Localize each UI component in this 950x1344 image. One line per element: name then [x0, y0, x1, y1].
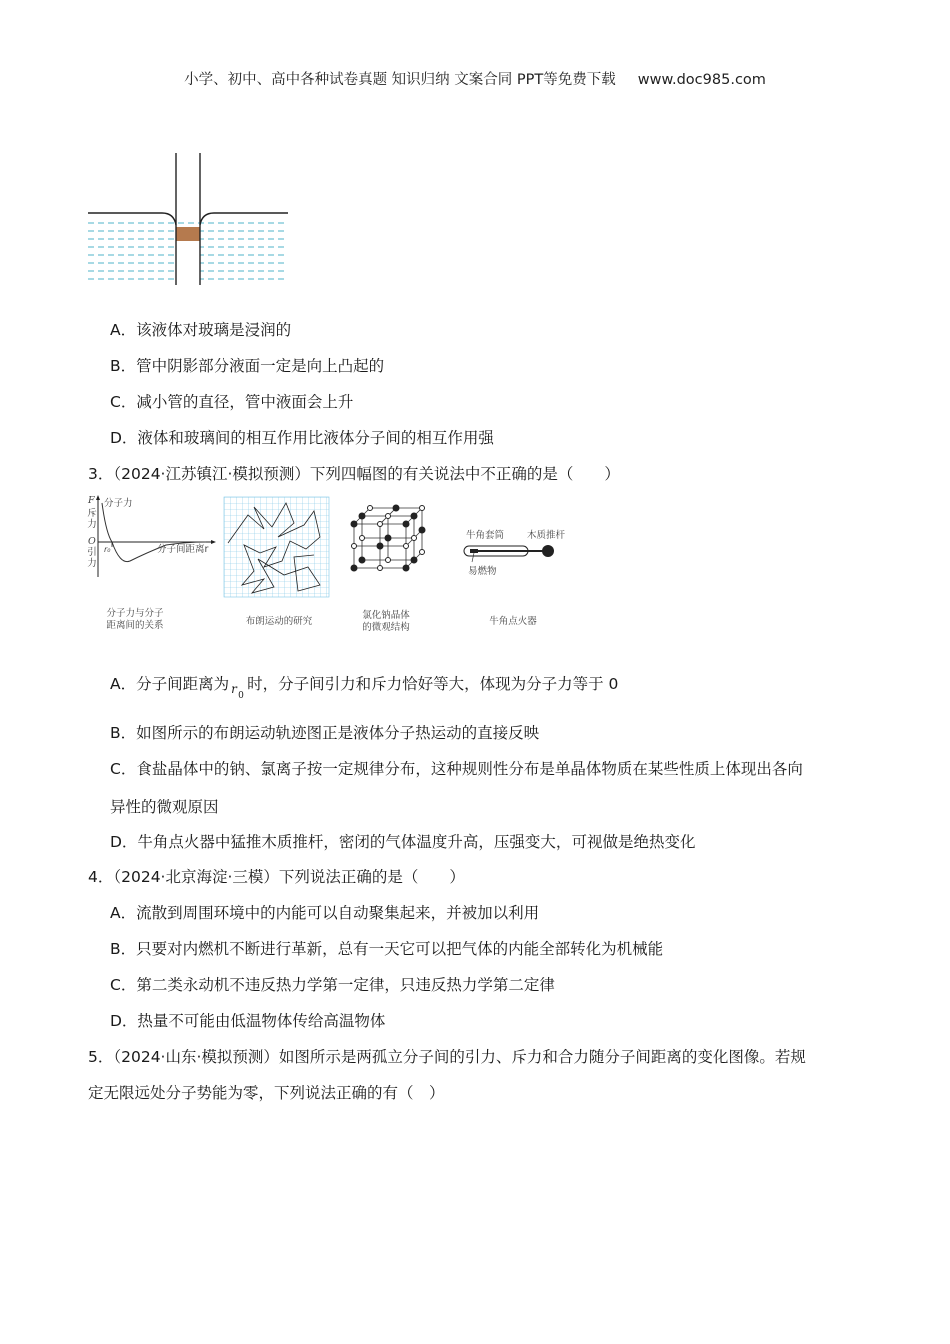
- graph-repulsive-label: 斥力: [87, 508, 97, 530]
- graph-y-label: F: [88, 495, 95, 506]
- graph-attractive-label: 引力: [87, 547, 97, 569]
- q5-stem-line1: 5．（2024·山东·模拟预测）如图所示是两孤立分子间的引力、斥力和合力随分子间距离的变化图像。若规: [88, 1048, 806, 1066]
- brownian-motion-figure: [224, 497, 329, 597]
- graph-origin-label: O: [88, 536, 96, 547]
- q2-option-d: D．液体和玻璃间的相互作用比液体分子间的相互作用强: [110, 429, 494, 447]
- r0-symbol-subscript: 0: [238, 691, 244, 701]
- q4-stem: 4．（2024·北京海淀·三模）下列说法正确的是（ ）: [88, 868, 465, 886]
- q3-option-a: [110, 672, 619, 701]
- fig3-caption-line1: 氯化钠晶体: [362, 610, 410, 621]
- fig4-caption: 牛角点火器: [489, 616, 537, 627]
- fig3-caption: [346, 610, 426, 634]
- q3-option-c-line2: 异性的微观原因: [110, 798, 219, 816]
- q2-option-c: C．减小管的直径，管中液面会上升: [110, 393, 354, 411]
- capillary-tube-figure: [88, 153, 288, 288]
- fig1-caption: [90, 608, 180, 632]
- q3-option-c-line1: C．食盐晶体中的钠、氯离子按一定规律分布，这种规则性分布是单晶体物质在某些性质上体现出各向: [110, 760, 803, 778]
- q4-option-a: A．流散到周围环境中的内能可以自动聚集起来，并被加以利用: [110, 904, 540, 922]
- r0-symbol-r: r: [231, 682, 237, 696]
- q3-option-a-suffix: 时，分子间引力和斥力恰好等大，体现为分子力等于 0: [247, 675, 619, 693]
- igniter-fuel-label: 易燃物: [468, 566, 497, 577]
- fig1-caption-line2: 距离间的关系: [106, 620, 164, 631]
- q5-stem-line2: 定无限远处分子势能为零，下列说法正确的有（ ）: [88, 1084, 445, 1102]
- page-header: [0, 68, 950, 89]
- q4-option-b: B．只要对内燃机不断进行革新，总有一天它可以把气体的内能全部转化为机械能: [110, 940, 664, 958]
- horn-igniter-figure: [460, 538, 560, 568]
- header-text: 小学、初中、高中各种试卷真题 知识归纳 文案合同 PPT等免费下载: [184, 72, 616, 88]
- q2-option-a: A．该液体对玻璃是浸润的: [110, 321, 292, 339]
- shaded-liquid-column: [176, 227, 200, 241]
- q3-option-b: B．如图所示的布朗运动轨迹图正是液体分子热运动的直接反映: [110, 724, 540, 742]
- q4-option-c: C．第二类永动机不违反热力学第一定律，只违反热力学第二定律: [110, 976, 555, 994]
- igniter-rod-label: 木质推杆: [527, 530, 566, 541]
- q3-option-d: D．牛角点火器中猛推木质推杆，密闭的气体温度升高，压强变大，可视做是绝热变化: [110, 833, 696, 851]
- q3-option-a-prefix: A．分子间距离为: [110, 675, 230, 693]
- q4-option-d: D．热量不可能由低温物体传给高温物体: [110, 1012, 386, 1030]
- fig3-caption-line2: 的微观结构: [362, 622, 410, 633]
- fig1-caption-line1: 分子力与分子: [106, 608, 164, 619]
- igniter-sleeve-label: 牛角套筒: [466, 530, 505, 541]
- fig2-caption: 布朗运动的研究: [245, 616, 313, 627]
- nacl-crystal-figure: [350, 502, 430, 577]
- header-site-link[interactable]: www.doc985.com: [637, 72, 766, 88]
- graph-x-label: 分子间距离r: [157, 544, 209, 555]
- graph-r0-label: r₀: [104, 545, 111, 554]
- graph-force-label: 分子力: [104, 498, 133, 509]
- q3-stem: 3．（2024·江苏镇江·模拟预测）下列四幅图的有关说法中不正确的是（ ）: [88, 465, 620, 483]
- q2-option-b: B．管中阴影部分液面一定是向上凸起的: [110, 357, 385, 375]
